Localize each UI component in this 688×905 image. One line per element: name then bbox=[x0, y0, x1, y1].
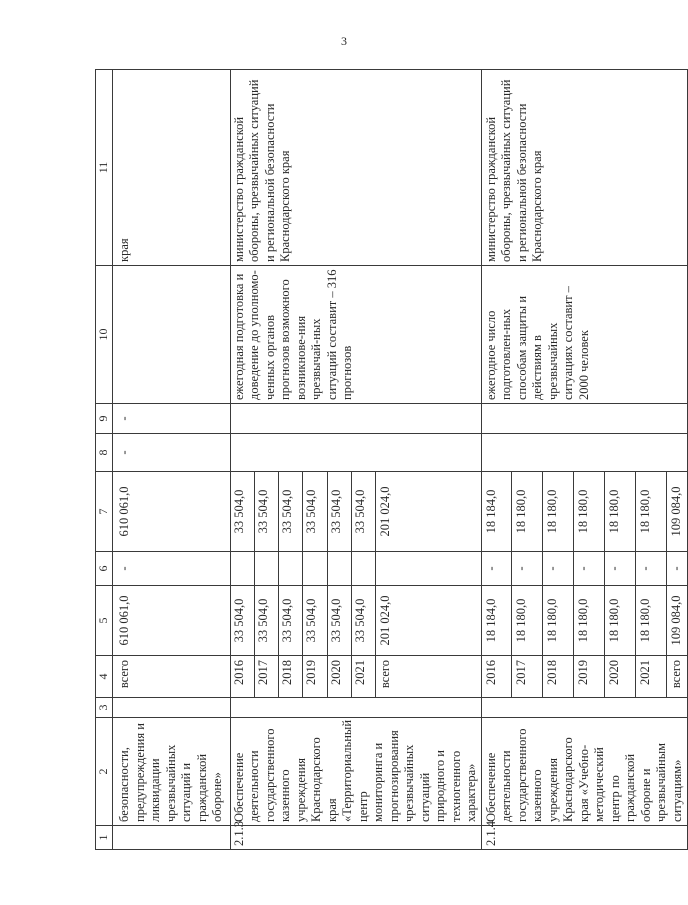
value-cell: - bbox=[605, 552, 636, 586]
section-214-description: Обеспечение деятельности государственного казенного учреждения Краснодарского края «Учебно-методический центр по гражданской обороне и чрезвычайным ситуациям» bbox=[481, 718, 688, 826]
value-cell: 33 504,0 bbox=[230, 586, 254, 656]
header-cell: 9 bbox=[96, 404, 113, 434]
page-number: 3 bbox=[341, 34, 347, 48]
year-cell: 2019 bbox=[303, 656, 327, 698]
intro-col9: - bbox=[113, 404, 231, 434]
intro-total-label: всего bbox=[113, 656, 231, 698]
section-213-result: ежегодная подготовка и доведение до уполномо-ченных органов прогнозов возможного возникнове-ния чрезвычай-ных ситуаций составит – 316 прогнозов bbox=[230, 266, 481, 404]
value-cell: 33 504,0 bbox=[351, 586, 375, 656]
value-cell: 33 504,0 bbox=[279, 472, 303, 552]
section-213-col8 bbox=[230, 434, 481, 472]
value-cell: 18 180,0 bbox=[512, 586, 543, 656]
value-cell bbox=[376, 552, 481, 586]
table-row bbox=[230, 70, 254, 850]
program-table bbox=[95, 69, 688, 850]
value-cell: 18 180,0 bbox=[605, 472, 636, 552]
value-cell: - bbox=[574, 552, 605, 586]
header-cell: 7 bbox=[96, 472, 113, 552]
value-cell: 18 180,0 bbox=[574, 586, 605, 656]
intro-col8: - bbox=[113, 434, 231, 472]
value-cell: 18 180,0 bbox=[635, 472, 666, 552]
value-cell: 201 024,0 bbox=[376, 472, 481, 552]
intro-col5: 610 061,0 bbox=[113, 586, 231, 656]
table-row bbox=[481, 70, 512, 850]
value-cell: 18 180,0 bbox=[543, 472, 574, 552]
intro-col10 bbox=[113, 266, 231, 404]
value-cell: - bbox=[635, 552, 666, 586]
header-cell: 8 bbox=[96, 434, 113, 472]
header-cell: 11 bbox=[96, 70, 113, 266]
value-cell: 18 180,0 bbox=[635, 586, 666, 656]
value-cell: 33 504,0 bbox=[230, 472, 254, 552]
value-cell: 18 180,0 bbox=[512, 472, 543, 552]
section-213-code: 2.1.3 bbox=[230, 826, 481, 850]
intro-code bbox=[113, 826, 231, 850]
section-214-code: 2.1.4 bbox=[481, 826, 688, 850]
value-cell: 18 184,0 bbox=[481, 472, 512, 552]
section-213-col9 bbox=[230, 404, 481, 434]
value-cell bbox=[351, 552, 375, 586]
header-row bbox=[96, 70, 113, 850]
section-213-responsible: министерство гражданской обороны, чрезвычайных ситуаций и региональной безопасности Краснодарского края bbox=[230, 70, 481, 266]
header-cell: 2 bbox=[96, 718, 113, 826]
year-cell: всего bbox=[376, 656, 481, 698]
value-cell bbox=[279, 552, 303, 586]
intro-description: безопасности, предупреждения и ликвидации чрезвычайных ситуаций и гражданской обороне» bbox=[113, 718, 231, 826]
year-cell: 2016 bbox=[230, 656, 254, 698]
header-cell: 5 bbox=[96, 586, 113, 656]
value-cell: 201 024,0 bbox=[376, 586, 481, 656]
year-cell: 2021 bbox=[635, 656, 666, 698]
intro-col7: 610 061,0 bbox=[113, 472, 231, 552]
value-cell bbox=[327, 552, 351, 586]
value-cell bbox=[303, 552, 327, 586]
value-cell: 18 180,0 bbox=[605, 586, 636, 656]
value-cell: 18 180,0 bbox=[543, 586, 574, 656]
year-cell: 2018 bbox=[543, 656, 574, 698]
header-cell: 4 bbox=[96, 656, 113, 698]
value-cell: 109 084,0 bbox=[666, 472, 687, 552]
section-214-col3 bbox=[481, 698, 688, 718]
year-cell: 2019 bbox=[574, 656, 605, 698]
section-214-responsible: министерство гражданской обороны, чрезвычайных ситуаций и региональной безопасности Краснодарского края bbox=[481, 70, 688, 266]
value-cell: 33 504,0 bbox=[254, 586, 278, 656]
section-213-description: Обеспечение деятельности государственного казенного учреждения Краснодарского края «Территориальный центр мониторинга и прогнозирования чрезвычайных ситуаций природного и техногенного характера» bbox=[230, 718, 481, 826]
year-cell: 2020 bbox=[327, 656, 351, 698]
year-cell: 2016 bbox=[481, 656, 512, 698]
value-cell: 33 504,0 bbox=[303, 586, 327, 656]
header-cell: 6 bbox=[96, 552, 113, 586]
year-cell: всего bbox=[666, 656, 687, 698]
section-214-col9 bbox=[481, 404, 688, 434]
value-cell: 33 504,0 bbox=[351, 472, 375, 552]
value-cell: - bbox=[481, 552, 512, 586]
value-cell: - bbox=[512, 552, 543, 586]
intro-col3 bbox=[113, 698, 231, 718]
value-cell: 109 084,0 bbox=[666, 586, 687, 656]
value-cell: 18 180,0 bbox=[574, 472, 605, 552]
year-cell: 2018 bbox=[279, 656, 303, 698]
header-cell: 1 bbox=[96, 826, 113, 850]
intro-col11: края bbox=[113, 70, 231, 266]
year-cell: 2021 bbox=[351, 656, 375, 698]
value-cell: 33 504,0 bbox=[327, 472, 351, 552]
value-cell: 18 184,0 bbox=[481, 586, 512, 656]
value-cell bbox=[230, 552, 254, 586]
year-cell: 2017 bbox=[254, 656, 278, 698]
header-cell: 10 bbox=[96, 266, 113, 404]
intro-col6: - bbox=[113, 552, 231, 586]
value-cell: - bbox=[543, 552, 574, 586]
value-cell bbox=[254, 552, 278, 586]
value-cell: 33 504,0 bbox=[254, 472, 278, 552]
header-cell: 3 bbox=[96, 698, 113, 718]
section-213-col3 bbox=[230, 698, 481, 718]
rotated-table-wrapper bbox=[95, 70, 684, 850]
value-cell: 33 504,0 bbox=[303, 472, 327, 552]
value-cell: 33 504,0 bbox=[279, 586, 303, 656]
section-214-result: ежегодное число подготовлен-ных способам защиты и действиям в чрезвычайных ситуациях составит – 2000 человек bbox=[481, 266, 688, 404]
year-cell: 2020 bbox=[605, 656, 636, 698]
section-214-col8 bbox=[481, 434, 688, 472]
value-cell: 33 504,0 bbox=[327, 586, 351, 656]
year-cell: 2017 bbox=[512, 656, 543, 698]
value-cell: - bbox=[666, 552, 687, 586]
intro-row bbox=[113, 70, 231, 850]
